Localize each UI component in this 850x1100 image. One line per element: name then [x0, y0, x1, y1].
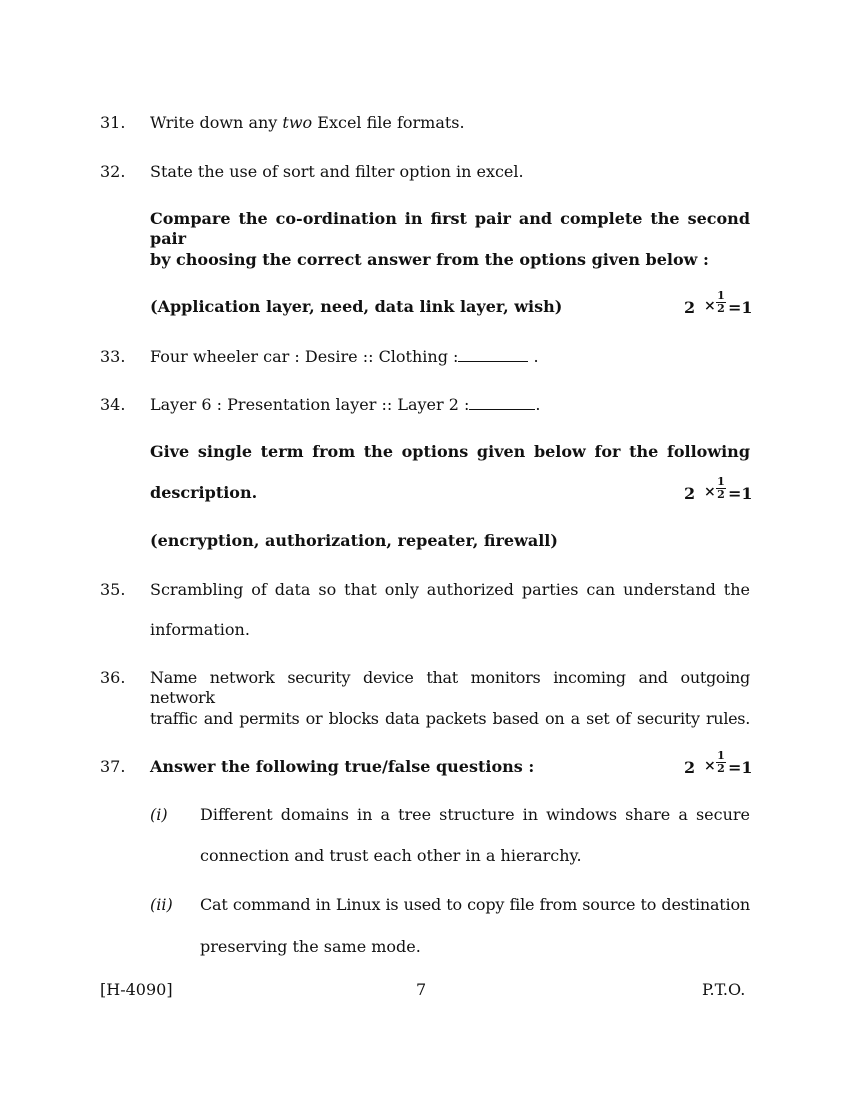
- section-2-instruction-line-2: description.: [150, 483, 258, 502]
- question-34-text: [150, 395, 540, 415]
- answer-blank: [469, 395, 535, 410]
- marks-result: =1: [728, 758, 753, 777]
- question-33-text: [150, 347, 539, 367]
- q31-post: Excel file formats.: [317, 113, 465, 132]
- marks-result: =1: [728, 484, 753, 503]
- marks-fraction: [716, 750, 726, 775]
- question-35-line-1: Scrambling of data so that only authorized parties can understand the: [150, 580, 750, 599]
- question-36-line-2: traffic and permits or blocks data packets based on a set of security rules.: [150, 709, 750, 728]
- marks-denominator: 2: [717, 488, 725, 501]
- section-1-marks: [684, 290, 754, 326]
- question-number-32: 32.: [100, 162, 126, 181]
- marks-numerator: 1: [717, 475, 725, 488]
- question-37-text: Answer the following true/false questions :: [150, 757, 535, 776]
- section-1-instruction-line-1: Compare the co-ordination in first pair and complete the second pair: [150, 209, 750, 248]
- q34-prompt: Layer 6 : Presentation layer :: Layer 2 :: [150, 395, 470, 414]
- marks-times: ×: [704, 298, 716, 314]
- subquestion-i-line-2: connection and trust each other in a hierarchy.: [200, 846, 582, 865]
- page-number: 7: [416, 980, 427, 999]
- paper-code: [H-4090]: [100, 980, 173, 999]
- question-37-marks: [684, 750, 754, 786]
- section-2-options: (encryption, authorization, repeater, firewall): [150, 531, 558, 550]
- q31-pre: Write down any: [150, 113, 278, 132]
- marks-numerator: 1: [717, 749, 725, 762]
- question-number-34: 34.: [100, 395, 126, 414]
- marks-denominator: 2: [717, 302, 725, 315]
- q31-emphasis: two: [282, 113, 313, 132]
- question-number-37: 37.: [100, 757, 126, 776]
- marks-denominator: 2: [717, 762, 725, 775]
- subquestion-ii-line-2: preserving the same mode.: [200, 937, 421, 956]
- question-35-line-2: information.: [150, 620, 250, 639]
- subquestion-label-ii: (ii): [150, 895, 173, 914]
- question-31-text: [150, 113, 465, 133]
- question-number-31: 31.: [100, 113, 126, 132]
- section-2-instruction-line-1: Give single term from the options given below for the following: [150, 442, 750, 461]
- marks-count: 2: [684, 758, 696, 777]
- marks-result: =1: [728, 298, 753, 317]
- marks-fraction: [716, 476, 726, 501]
- q34-end: .: [535, 395, 541, 414]
- marks-count: 2: [684, 298, 696, 317]
- q33-prompt: Four wheeler car : Desire :: Clothing :: [150, 347, 459, 366]
- answer-blank: [458, 347, 528, 362]
- marks-numerator: 1: [717, 289, 725, 302]
- section-1-options: (Application layer, need, data link layer, wish): [150, 297, 563, 316]
- marks-fraction: [716, 290, 726, 315]
- marks-times: ×: [704, 484, 716, 500]
- please-turn-over: P.T.O.: [702, 980, 746, 999]
- question-36-line-1: Name network security device that monitors incoming and outgoing network: [150, 668, 750, 707]
- marks-count: 2: [684, 484, 696, 503]
- section-1-instruction-line-2: by choosing the correct answer from the options given below :: [150, 250, 709, 269]
- question-32-text: State the use of sort and filter option in excel.: [150, 162, 524, 181]
- subquestion-i-line-1: Different domains in a tree structure in windows share a secure: [200, 805, 750, 824]
- question-number-33: 33.: [100, 347, 126, 366]
- subquestion-ii-line-1: Cat command in Linux is used to copy file from source to destination: [200, 895, 750, 914]
- question-number-35: 35.: [100, 580, 126, 599]
- marks-times: ×: [704, 758, 716, 774]
- subquestion-label-i: (i): [150, 805, 168, 824]
- question-number-36: 36.: [100, 668, 126, 687]
- section-2-marks: [684, 476, 754, 512]
- q33-end: .: [533, 347, 539, 366]
